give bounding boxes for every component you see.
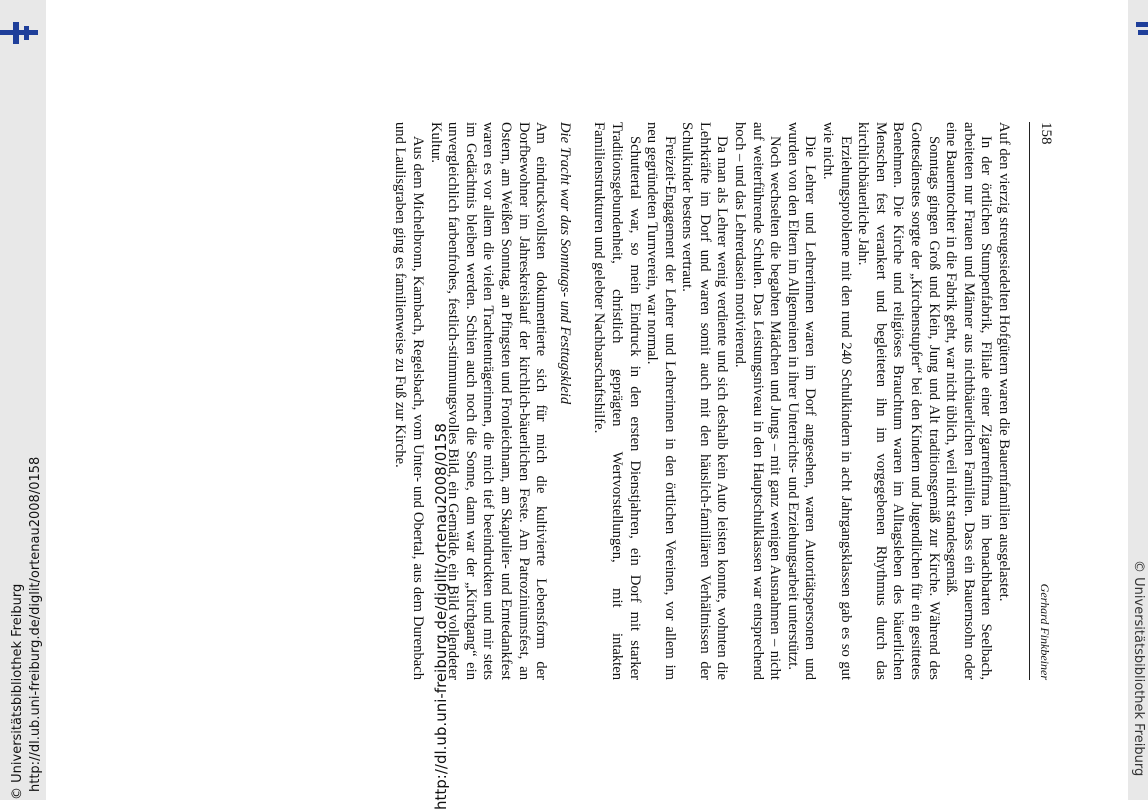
- paragraph: Freizeit-Engagement der Lehrer und Lehrerinnen in den örtlichen Vereinen, vor allem im neu gegründeten Turnverein, war normal.: [644, 122, 678, 680]
- page-body: [391, 122, 1012, 680]
- copyright-notice: © Universitätsbibliothek Freiburg: [10, 583, 25, 800]
- page-number: 158: [1038, 122, 1054, 145]
- paragraph: Sonntags gingen Groß und Klein, Jung und Alt traditionsgemäß zur Kirche. Während des Gottesdienstes sorgte der „Kirchenstupfer“ bei den Kindern und Jugendlichen für ein gesittetes Benehmen. Die Kirche und religiöses Brauchtum waren im Alltagsleben des bäuerlichen Menschen fest verankert und begleiteten ihn im vorgegebenen Rhythmus durch das kirchlichbäuerliche Jahr.: [855, 122, 942, 680]
- paragraph: Erziehungsprobleme mit den rund 240 Schulkindern in acht Jahrgangsklassen gab es so gut wie nicht.: [820, 122, 854, 680]
- paragraph: Die Lehrer und Lehrerinnen waren im Dorf angesehen, waren Autoritätspersonen und wurden von den Eltern im Allgemeinen in ihrer Unterrichts- und Erziehungsarbeit unterstützt.: [784, 122, 819, 680]
- right-edge-copyright: © Universitätsbibliothek Freiburg: [1131, 560, 1146, 777]
- paragraph: Noch wechselten die begabten Mädchen und Jungs – mit ganz wenigen Ausnahmen – nicht auf weiterführende Schulen. Das Leistungsniveau in den Hauptschulklassen war entsprechend hoch – und das Lehrerdasein motivierend.: [732, 122, 784, 680]
- paragraph: Aus dem Michelbronn, Kambach, Regelsbach, vom Unter- und Obertal, aus dem Durenbach und Laulisgraben ging es familienweise zu Fuß zur Kirche.: [392, 122, 426, 680]
- author-name: Gerhard Finkbeiner: [1038, 583, 1052, 680]
- paragraph: Schuttertal war, so mein Eindruck in den ersten Dienstjahren, ein Dorf mit starker Traditionsgebundenheit, christlich geprägten Wertvorstellungen, mit intakten Familienstrukturen und gelebter Nachbarschaftshilfe.: [591, 122, 643, 680]
- paragraph: Am eindrucksvollsten dokumentierte sich für mich die kultivierte Lebensform der Dorfbewohner im Jahreskreislauf der kirchlich-bäuerlichen Feste. Am Patroziniumsfest, an Ostern, am Weißen Sonntag, an Pfingsten und Fronleichnam, am Skapulier- und Erntedankfest waren es vor allem die vielen Trachtenträgerinnen, die mich tief beeindruckten und mir stets im Gedächtnis bleiben werden. Schien auch noch die Sonne, dann war der „Kirchgang“ ein unvergleichlich farbenfrohes, festlich-stimmungsvolles Bild, ein Gemälde, ein Bild vollendeter Kultur.: [427, 122, 550, 680]
- source-url[interactable]: http://dl.ub.uni-freiburg.de/diglit/ortenau2008/0158: [432, 423, 450, 810]
- running-head: [1029, 122, 1060, 680]
- section-heading: Die Tracht war das Sonntags- und Festtagskleid: [556, 122, 573, 405]
- paragraph: In der örtlichen Stumpenfabrik, Filiale einer Zigarrenfirma im benachbarten Seelbach, arbeiteten nur Frauen und Männer aus nichtbäuerlichen Familien. Dass ein Bauernsohn oder eine Bauerntochter in die Fabrik geht, war nicht üblich, weil nicht standesgemäß.: [943, 122, 995, 680]
- source-url-left[interactable]: http://dl.ub.uni-freiburg.de/diglit/ortenau2008/0158: [28, 456, 43, 792]
- scanned-page: [130, 122, 1060, 692]
- paragraph: Da man als Lehrer wenig verdiente und sich deshalb kein Auto leisten konnte, wohnten die Lehrkräfte im Dorf und waren somit auch mit den häuslich-familiären Verhältnissen der Schulkinder bestens vertraut.: [679, 122, 731, 680]
- paragraph: Auf den vierzig streugesiedelten Hofgütern waren die Bauernfamilien ausgelastet.: [996, 122, 1012, 602]
